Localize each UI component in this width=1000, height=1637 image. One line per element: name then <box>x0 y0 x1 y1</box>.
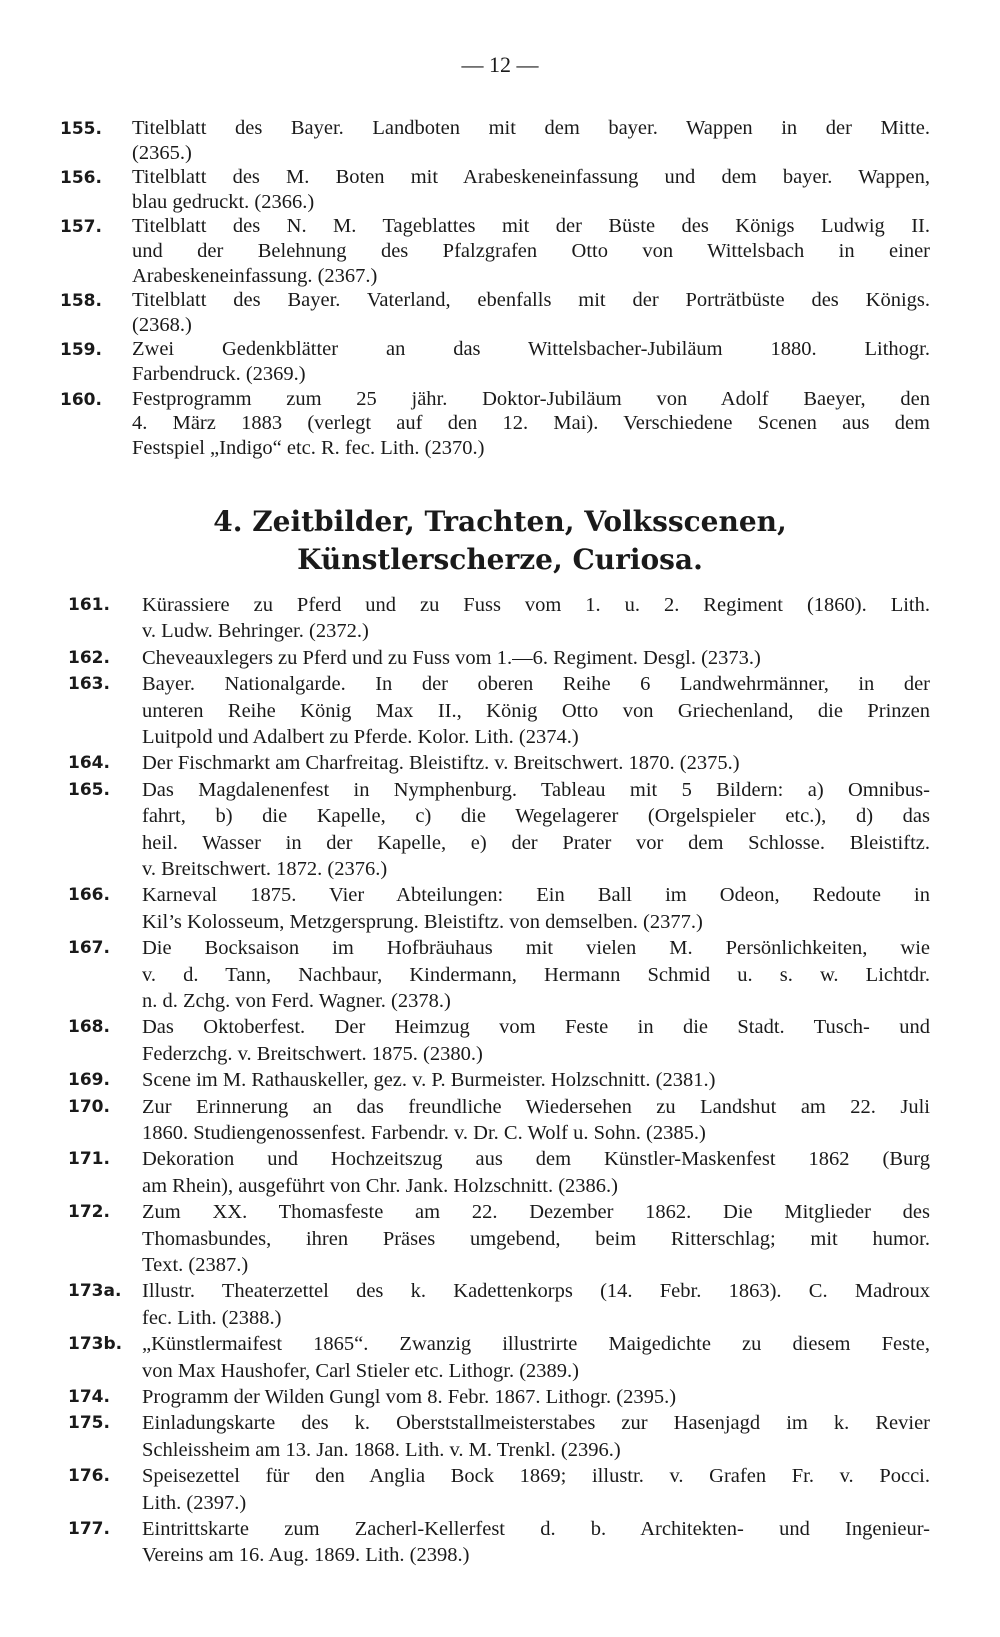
entry-line: Federzchg. v. Breitschwert. 1875. (2380.) <box>142 1042 483 1065</box>
entry-line: Programm der Wilden Gungl vom 8. Febr. 1867. Lithogr. (2395.) <box>142 1386 677 1408</box>
entry-number: 161. <box>68 595 110 615</box>
entry-text <box>142 1331 930 1384</box>
entry-number: 169. <box>68 1070 110 1091</box>
entry-text <box>142 750 930 776</box>
entry-number: 172. <box>68 1202 110 1223</box>
entry-number: 164. <box>68 753 110 774</box>
entry-text <box>142 1146 930 1199</box>
entry-line: Text. (2387.) <box>142 1253 249 1276</box>
entry-line: Thomasbundes, ihren Präses umgebend, beim Ritterschlag; mit humor. <box>142 1227 930 1250</box>
entry-text <box>142 882 930 935</box>
entry-number: 162. <box>68 647 110 668</box>
entry-line: unteren Reihe König Max II., König Otto von Griechenland, die Prinzen <box>142 699 930 722</box>
entry-number: 166. <box>68 885 110 906</box>
entry-number: 173b. <box>68 1334 123 1355</box>
entry-text <box>142 671 930 750</box>
entry-line: Zur Erinnerung an das freundliche Wiedersehen zu Landshut am 22. Juli <box>142 1095 930 1118</box>
entry-line: 1860. Studiengenossenfest. Farbendr. v. Dr. C. Wolf u. Sohn. (2385.) <box>142 1121 706 1144</box>
entry-number: 175. <box>68 1413 110 1434</box>
entry-line: v. Breitschwert. 1872. (2376.) <box>142 857 388 880</box>
entry-line: Luitpold und Adalbert zu Pferde. Kolor. Lith. (2374.) <box>142 725 579 748</box>
entry-text <box>142 1384 930 1410</box>
entry-line: und der Belehnung des Pfalzgrafen Otto von Wittelsbach in einer <box>132 239 930 262</box>
entry-number: 160. <box>60 389 102 410</box>
section-heading-line: 4. Zeitbilder, Trachten, Volksscenen, <box>213 505 787 538</box>
entry-number: 159. <box>60 340 102 361</box>
entry-line: Vereins am 16. Aug. 1869. Lith. (2398.) <box>142 1544 470 1567</box>
entry-number: 156. <box>60 168 102 189</box>
entry-line: heil. Wasser in der Kapelle, e) der Prater vor dem Schlosse. Bleistiftz. <box>142 831 930 854</box>
entry-line: Der Fischmarkt am Charfreitag. Bleistiftz. v. Breitschwert. 1870. (2375.) <box>142 752 740 775</box>
entry-number: 167. <box>68 938 110 959</box>
entry-number: 173a. <box>68 1281 122 1302</box>
entry-line: fec. Lith. (2388.) <box>142 1306 282 1329</box>
entry-line: Die Bocksaison im Hofbräuhaus mit vielen M. Persönlichkeiten, wie <box>142 937 930 960</box>
entry-line: Titelblatt des Bayer. Vaterland, ebenfalls mit der Porträtbüste des Königs. <box>132 289 930 312</box>
entry-line: Das Oktoberfest. Der Heimzug vom Feste in die Stadt. Tusch- und <box>142 1016 930 1039</box>
entry-number: 157. <box>60 217 102 238</box>
entry-line: n. d. Zchg. von Ferd. Wagner. (2378.) <box>142 989 451 1012</box>
entry-line: blau gedruckt. (2366.) <box>132 190 315 213</box>
entry-line: Zum XX. Thomasfeste am 22. Dezember 1862. Die Mitglieder des <box>142 1201 930 1224</box>
entry-text <box>142 592 930 645</box>
entry-text <box>132 387 930 461</box>
entry-text <box>132 165 930 214</box>
entry-line: Speisezettel für den Anglia Bock 1869; illustr. v. Grafen Fr. v. Pocci. <box>142 1465 930 1488</box>
section-heading-line: Künstlerscherze, Curiosa. <box>297 543 703 576</box>
entry-line: Titelblatt des N. M. Tageblattes mit der Büste des Königs Ludwig II. <box>132 215 930 238</box>
entry-text <box>142 777 930 883</box>
entry-text <box>132 337 930 386</box>
entry-line: 4. März 1883 (verlegt auf den 12. Mai). Verschiedene Scenen aus dem <box>132 412 930 435</box>
entry-number: 174. <box>68 1387 110 1407</box>
entry-number: 165. <box>68 779 110 800</box>
entry-text <box>132 214 930 288</box>
entry-line: Eintrittskarte zum Zacherl-Kellerfest d. b. Architekten- und Ingenieur- <box>142 1518 930 1540</box>
entry-line: Kürassiere zu Pferd und zu Fuss vom 1. u. 2. Regiment (1860). Lith. <box>142 594 930 616</box>
entry-number: 177. <box>68 1519 110 1539</box>
entry-number: 155. <box>60 119 102 139</box>
entry-text <box>142 1410 930 1463</box>
entry-line: von Max Haushofer, Carl Stieler etc. Lithogr. (2389.) <box>142 1359 579 1382</box>
entry-text <box>142 1094 930 1147</box>
entry-text <box>142 1278 930 1331</box>
entry-line: Zwei Gedenkblätter an das Wittelsbacher-Jubiläum 1880. Lithogr. <box>132 338 930 361</box>
entry-line: Cheveauxlegers zu Pferd und zu Fuss vom 1.—6. Regiment. Desgl. (2373.) <box>142 646 761 669</box>
entry-line: Karneval 1875. Vier Abteilungen: Ein Ball im Odeon, Redoute in <box>142 884 930 907</box>
entry-line: Farbendruck. (2369.) <box>132 362 306 385</box>
entry-line: Festspiel „Indigo“ etc. R. fec. Lith. (2370.) <box>132 436 485 459</box>
entry-number: 163. <box>68 674 110 695</box>
entry-line: „Künstlermaifest 1865“. Zwanzig illustrirte Maigedichte zu diesem Feste, <box>142 1333 930 1356</box>
entry-line: (2368.) <box>132 313 192 336</box>
entry-line: Titelblatt des M. Boten mit Arabeskeneinfassung und dem bayer. Wappen, <box>132 166 930 189</box>
entry-text <box>132 288 930 337</box>
entry-line: Scene im M. Rathauskeller, gez. v. P. Burmeister. Holzschnitt. (2381.) <box>142 1069 716 1092</box>
page-number: — 12 — <box>461 52 539 77</box>
entry-line: fahrt, b) die Kapelle, c) die Wegelagerer (Orgelspieler etc.), d) das <box>142 805 930 828</box>
entry-text <box>132 116 930 165</box>
entry-line: Einladungskarte des k. Oberststallmeisterstabes zur Hasenjagd im k. Revier <box>142 1412 930 1435</box>
entry-text <box>142 1014 930 1067</box>
entry-text <box>142 1067 930 1093</box>
entry-number: 176. <box>68 1466 110 1487</box>
section-heading <box>0 503 1000 579</box>
entry-line: v. d. Tann, Nachbaur, Kindermann, Hermann Schmid u. s. w. Lichtdr. <box>142 963 930 986</box>
entry-text <box>142 1199 930 1278</box>
entry-text <box>142 1463 930 1516</box>
entry-number: 170. <box>68 1096 110 1117</box>
entry-line: Illustr. Theaterzettel des k. Kadettenkorps (14. Febr. 1863). C. Madroux <box>142 1280 930 1303</box>
entry-line: Schleissheim am 13. Jan. 1868. Lith. v. M. Trenkl. (2396.) <box>142 1438 621 1461</box>
entry-number: 168. <box>68 1017 110 1038</box>
entry-line: (2365.) <box>132 141 192 164</box>
entry-line: Lith. (2397.) <box>142 1491 247 1514</box>
entry-line: Bayer. Nationalgarde. In der oberen Reihe 6 Landwehrmänner, in der <box>142 673 930 696</box>
entry-number: 158. <box>60 291 102 312</box>
entry-line: v. Ludw. Behringer. (2372.) <box>142 620 369 643</box>
entry-line: Das Magdalenenfest in Nymphenburg. Tableau mit 5 Bildern: a) Omnibus- <box>142 778 930 801</box>
entry-line: Arabeskeneinfassung. (2367.) <box>132 264 378 287</box>
entry-number: 171. <box>68 1149 110 1170</box>
entry-line: Festprogramm zum 25 jähr. Doktor-Jubiläum von Adolf Baeyer, den <box>132 387 930 410</box>
entry-line: Titelblatt des Bayer. Landboten mit dem bayer. Wappen in der Mitte. <box>132 117 930 139</box>
entry-line: Kil’s Kolosseum, Metzgersprung. Bleistiftz. von demselben. (2377.) <box>142 910 703 933</box>
entry-line: am Rhein), ausgeführt von Chr. Jank. Holzschnitt. (2386.) <box>142 1174 618 1197</box>
entry-line: Dekoration und Hochzeitszug aus dem Künstler-Maskenfest 1862 (Burg <box>142 1148 930 1171</box>
entry-text <box>142 645 930 671</box>
entry-text <box>142 1516 930 1569</box>
entry-text <box>142 935 930 1014</box>
